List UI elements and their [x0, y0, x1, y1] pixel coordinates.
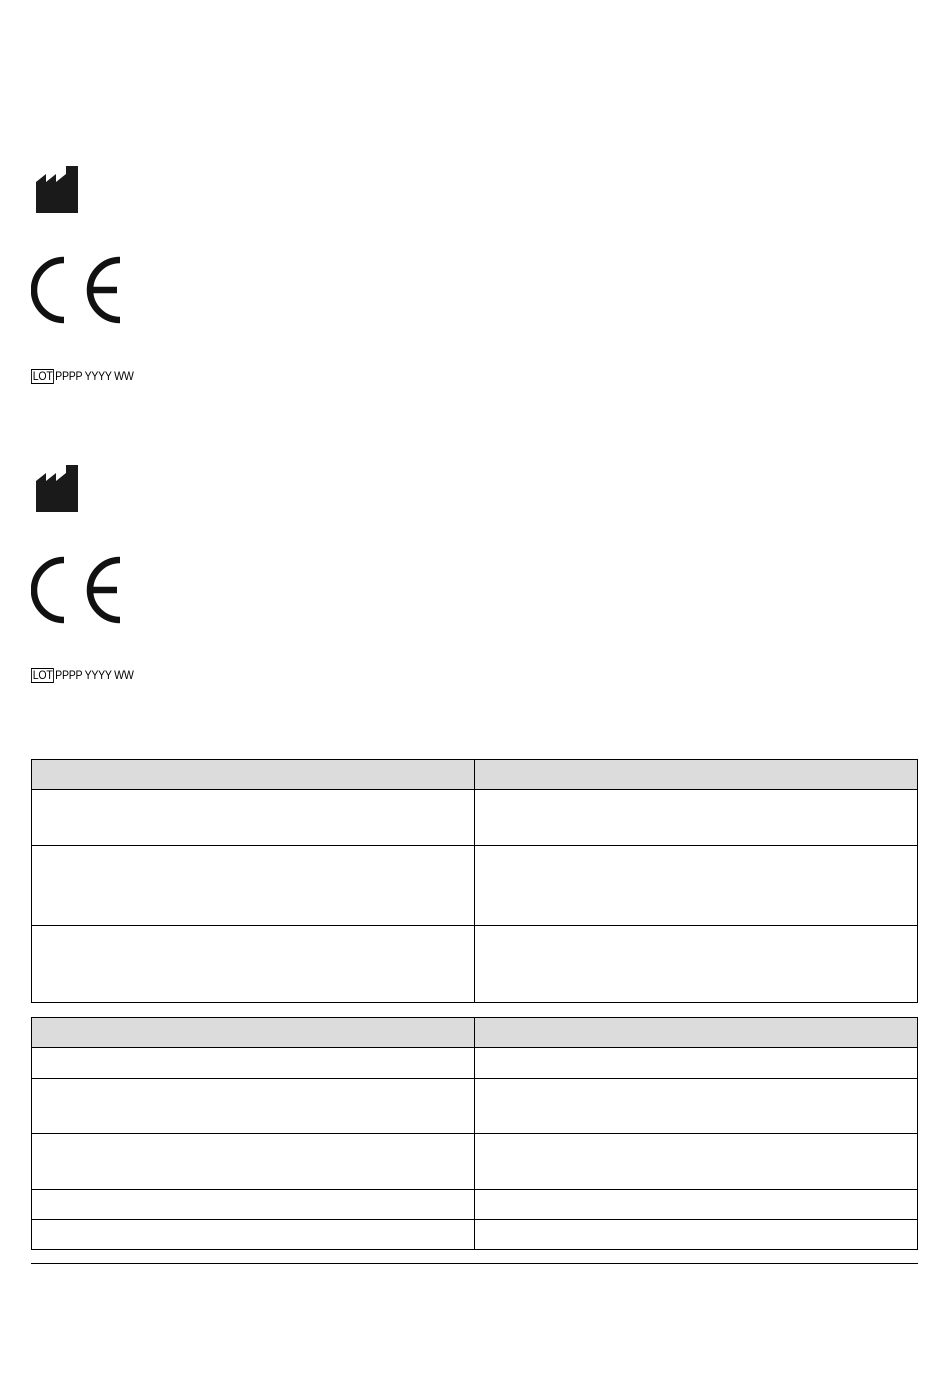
table-row	[32, 789, 917, 845]
table-cell	[475, 1190, 917, 1219]
table-cell	[475, 790, 917, 845]
table-cell	[32, 1079, 475, 1133]
lot-symbol: LOT	[32, 667, 53, 682]
table-cell	[32, 1134, 475, 1189]
table-header-cell	[475, 1018, 917, 1047]
lot-symbol: LOT	[32, 368, 53, 383]
lot-number-line	[31, 667, 134, 683]
table-cell	[32, 926, 475, 1002]
manufacturer-factory-icon	[35, 164, 79, 214]
table-cell	[32, 1048, 475, 1078]
ce-mark-icon	[31, 256, 123, 324]
specification-table-2	[31, 1017, 918, 1250]
table-cell	[475, 1048, 917, 1078]
table-cell	[475, 1220, 917, 1249]
ce-mark-icon	[31, 556, 123, 624]
table-row	[32, 1189, 917, 1219]
table-row	[32, 1133, 917, 1189]
table-header-cell	[32, 1018, 475, 1047]
table-row	[32, 1047, 917, 1078]
lot-number-line	[31, 368, 134, 384]
table-row	[32, 925, 917, 1002]
lot-format: PPPP YYYY WW	[55, 668, 134, 682]
footer-divider	[31, 1263, 918, 1264]
manufacturer-factory-icon	[35, 463, 79, 513]
table-cell	[32, 790, 475, 845]
table-cell	[32, 1190, 475, 1219]
table-header-cell	[475, 760, 917, 789]
specification-table-1	[31, 759, 918, 1003]
table-header-row	[32, 760, 917, 789]
table-cell	[475, 846, 917, 925]
table-cell	[475, 1134, 917, 1189]
table-row	[32, 1219, 917, 1249]
table-header-cell	[32, 760, 475, 789]
table-cell	[475, 926, 917, 1002]
table-cell	[32, 846, 475, 925]
table-row	[32, 845, 917, 925]
table-cell	[475, 1079, 917, 1133]
table-cell	[32, 1220, 475, 1249]
lot-format: PPPP YYYY WW	[55, 369, 134, 383]
table-row	[32, 1078, 917, 1133]
table-header-row	[32, 1018, 917, 1047]
